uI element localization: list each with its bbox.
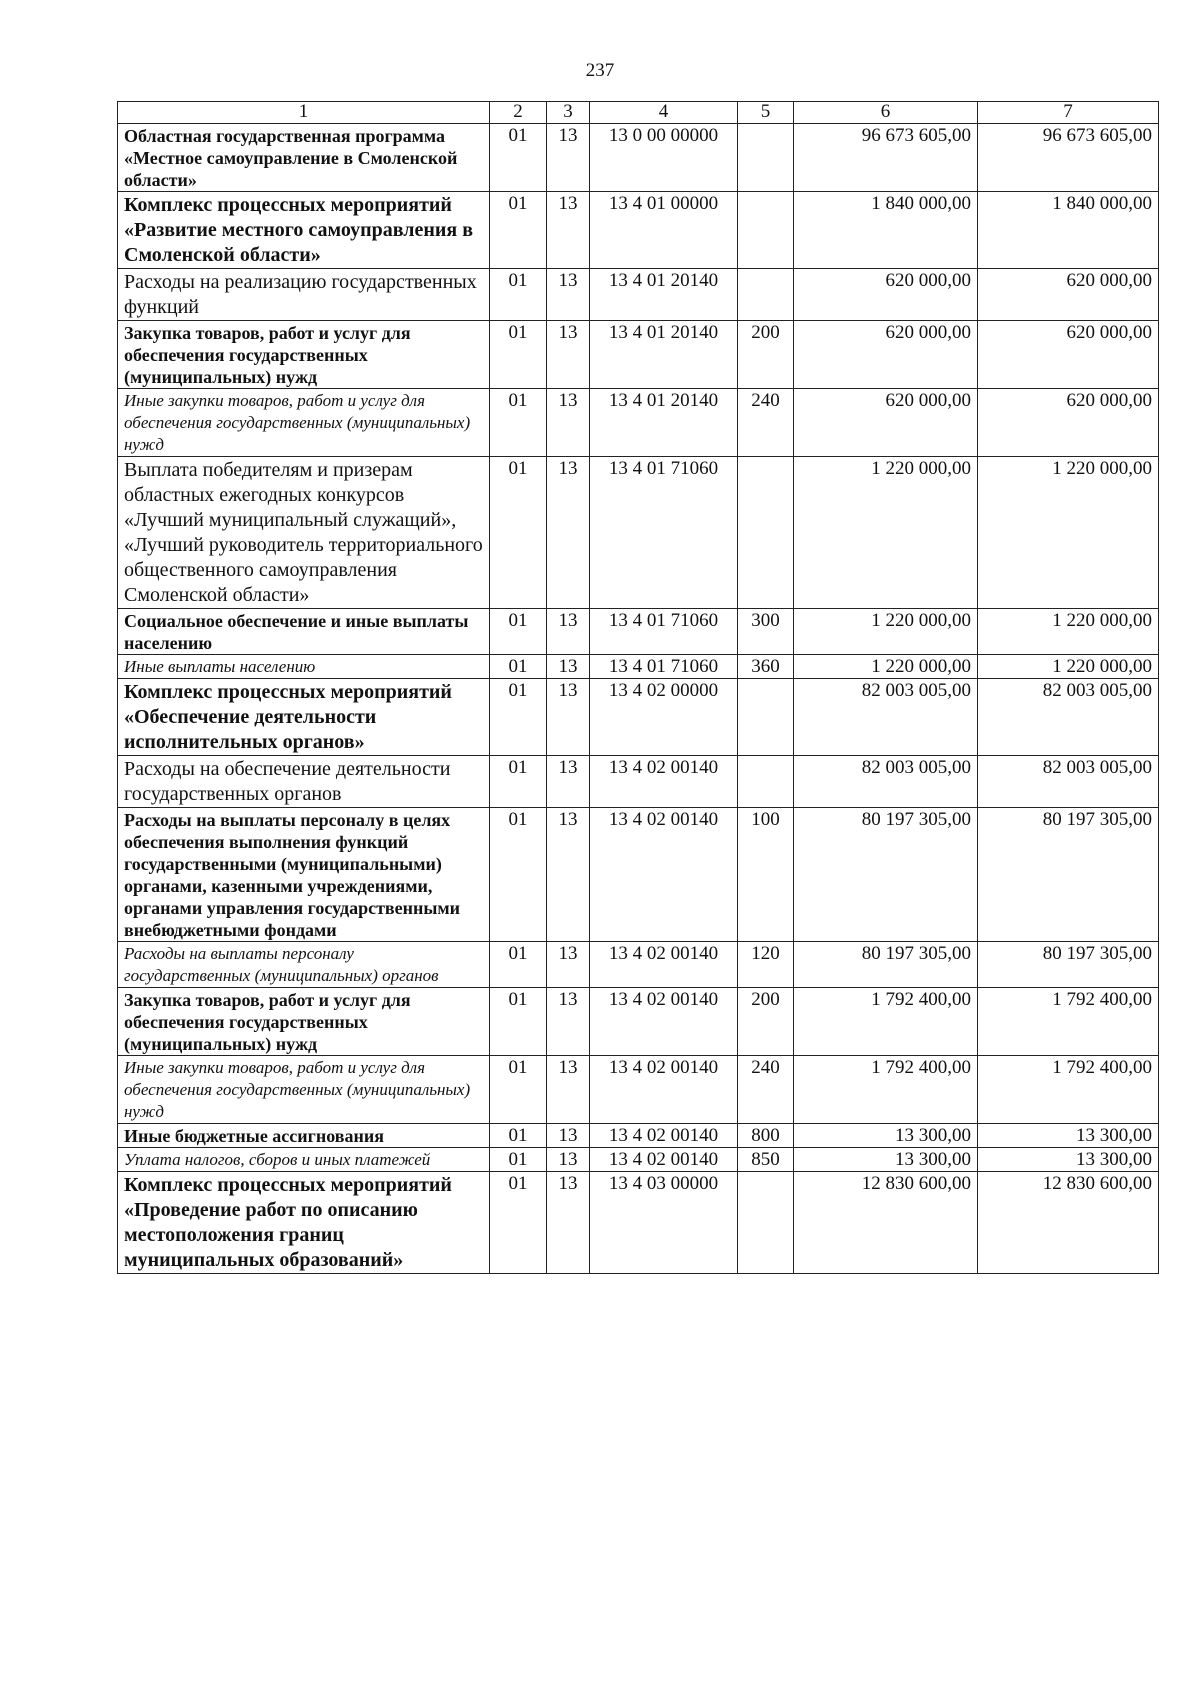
target-article-cell: 13 4 02 00000 (590, 679, 738, 756)
amount-col6-cell: 1 220 000,00 (794, 609, 978, 655)
table-row (118, 457, 1159, 609)
amount-col7-cell: 1 220 000,00 (978, 609, 1159, 655)
table-row (118, 756, 1159, 808)
table-row (118, 988, 1159, 1056)
amount-col7-cell: 1 840 000,00 (978, 192, 1159, 269)
expense-name-cell: Иные бюджетные ассигнования (118, 1124, 490, 1148)
table-row (118, 124, 1159, 192)
section-code-cell: 01 (490, 942, 547, 988)
expense-type-cell: 800 (738, 1124, 794, 1148)
expense-type-cell: 360 (738, 655, 794, 679)
table-row (118, 192, 1159, 269)
target-article-cell: 13 4 02 00140 (590, 1124, 738, 1148)
header-col-3: 3 (547, 102, 590, 124)
subsection-code-cell: 13 (547, 1172, 590, 1274)
expense-type-cell: 200 (738, 988, 794, 1056)
table-row (118, 321, 1159, 389)
expense-name-cell: Областная государственная программа «Местное самоуправление в Смоленской области» (118, 124, 490, 192)
expense-name-cell: Иные выплаты населению (118, 655, 490, 679)
budget-table (117, 101, 1159, 1274)
target-article-cell: 13 0 00 00000 (590, 124, 738, 192)
amount-col6-cell: 82 003 005,00 (794, 679, 978, 756)
expense-type-cell: 850 (738, 1148, 794, 1172)
table-row (118, 1172, 1159, 1274)
expense-name-cell: Комплекс процессных мероприятий «Обеспечение деятельности исполнительных органов» (118, 679, 490, 756)
expense-name-cell: Выплата победителям и призерам областных ежегодных конкурсов «Лучший муниципальный служащий», «Лучший руководитель территориального общественного самоуправления Смоленской области» (118, 457, 490, 609)
amount-col7-cell: 96 673 605,00 (978, 124, 1159, 192)
amount-col6-cell: 1 220 000,00 (794, 655, 978, 679)
amount-col6-cell: 12 830 600,00 (794, 1172, 978, 1274)
subsection-code-cell: 13 (547, 679, 590, 756)
expense-type-cell: 100 (738, 808, 794, 942)
target-article-cell: 13 4 02 00140 (590, 988, 738, 1056)
header-col-7: 7 (978, 102, 1159, 124)
section-code-cell: 01 (490, 192, 547, 269)
subsection-code-cell: 13 (547, 389, 590, 457)
target-article-cell: 13 4 02 00140 (590, 1148, 738, 1172)
amount-col7-cell: 13 300,00 (978, 1148, 1159, 1172)
amount-col7-cell: 1 792 400,00 (978, 1056, 1159, 1124)
section-code-cell: 01 (490, 124, 547, 192)
expense-type-cell: 240 (738, 389, 794, 457)
expense-type-cell (738, 679, 794, 756)
expense-name-cell: Комплекс процессных мероприятий «Развитие местного самоуправления в Смоленской области» (118, 192, 490, 269)
target-article-cell: 13 4 01 71060 (590, 609, 738, 655)
amount-col6-cell: 80 197 305,00 (794, 942, 978, 988)
amount-col7-cell: 620 000,00 (978, 321, 1159, 389)
subsection-code-cell: 13 (547, 756, 590, 808)
subsection-code-cell: 13 (547, 269, 590, 321)
section-code-cell: 01 (490, 321, 547, 389)
amount-col6-cell: 1 220 000,00 (794, 457, 978, 609)
expense-name-cell: Социальное обеспечение и иные выплаты населению (118, 609, 490, 655)
amount-col7-cell: 620 000,00 (978, 269, 1159, 321)
amount-col6-cell: 13 300,00 (794, 1148, 978, 1172)
target-article-cell: 13 4 02 00140 (590, 808, 738, 942)
subsection-code-cell: 13 (547, 124, 590, 192)
section-code-cell: 01 (490, 679, 547, 756)
table-row (118, 1124, 1159, 1148)
subsection-code-cell: 13 (547, 1056, 590, 1124)
table-row (118, 1148, 1159, 1172)
amount-col7-cell: 12 830 600,00 (978, 1172, 1159, 1274)
expense-type-cell (738, 269, 794, 321)
subsection-code-cell: 13 (547, 988, 590, 1056)
amount-col6-cell: 1 792 400,00 (794, 1056, 978, 1124)
header-col-1: 1 (118, 102, 490, 124)
section-code-cell: 01 (490, 808, 547, 942)
target-article-cell: 13 4 01 20140 (590, 321, 738, 389)
target-article-cell: 13 4 02 00140 (590, 942, 738, 988)
expense-name-cell: Комплекс процессных мероприятий «Проведение работ по описанию местоположения границ муниципальных образований» (118, 1172, 490, 1274)
expense-type-cell (738, 457, 794, 609)
subsection-code-cell: 13 (547, 321, 590, 389)
target-article-cell: 13 4 01 71060 (590, 655, 738, 679)
target-article-cell: 13 4 02 00140 (590, 1056, 738, 1124)
expense-type-cell: 300 (738, 609, 794, 655)
amount-col7-cell: 1 792 400,00 (978, 988, 1159, 1056)
table-row (118, 389, 1159, 457)
amount-col7-cell: 82 003 005,00 (978, 679, 1159, 756)
amount-col6-cell: 1 840 000,00 (794, 192, 978, 269)
amount-col6-cell: 1 792 400,00 (794, 988, 978, 1056)
expense-name-cell: Расходы на выплаты персоналу государственных (муниципальных) органов (118, 942, 490, 988)
section-code-cell: 01 (490, 756, 547, 808)
subsection-code-cell: 13 (547, 942, 590, 988)
amount-col6-cell: 620 000,00 (794, 269, 978, 321)
subsection-code-cell: 13 (547, 1148, 590, 1172)
target-article-cell: 13 4 01 20140 (590, 269, 738, 321)
expense-name-cell: Иные закупки товаров, работ и услуг для обеспечения государственных (муниципальных) нужд (118, 389, 490, 457)
section-code-cell: 01 (490, 1148, 547, 1172)
amount-col7-cell: 80 197 305,00 (978, 942, 1159, 988)
header-col-4: 4 (590, 102, 738, 124)
expense-name-cell: Расходы на выплаты персоналу в целях обеспечения выполнения функций государственными (муниципальными) органами, казенными учреждениями, органами управления государственными внебюджетными фондами (118, 808, 490, 942)
table-row (118, 808, 1159, 942)
expense-name-cell: Уплата налогов, сборов и иных платежей (118, 1148, 490, 1172)
table-row (118, 655, 1159, 679)
amount-col6-cell: 80 197 305,00 (794, 808, 978, 942)
expense-name-cell: Иные закупки товаров, работ и услуг для обеспечения государственных (муниципальных) нужд (118, 1056, 490, 1124)
section-code-cell: 01 (490, 1056, 547, 1124)
table-body (118, 124, 1159, 1274)
target-article-cell: 13 4 01 71060 (590, 457, 738, 609)
amount-col6-cell: 13 300,00 (794, 1124, 978, 1148)
section-code-cell: 01 (490, 988, 547, 1056)
amount-col6-cell: 82 003 005,00 (794, 756, 978, 808)
section-code-cell: 01 (490, 269, 547, 321)
amount-col6-cell: 620 000,00 (794, 389, 978, 457)
amount-col7-cell: 1 220 000,00 (978, 655, 1159, 679)
expense-type-cell (738, 756, 794, 808)
target-article-cell: 13 4 03 00000 (590, 1172, 738, 1274)
target-article-cell: 13 4 01 20140 (590, 389, 738, 457)
expense-type-cell: 120 (738, 942, 794, 988)
expense-type-cell: 200 (738, 321, 794, 389)
amount-col7-cell: 13 300,00 (978, 1124, 1159, 1148)
subsection-code-cell: 13 (547, 192, 590, 269)
amount-col6-cell: 96 673 605,00 (794, 124, 978, 192)
amount-col7-cell: 82 003 005,00 (978, 756, 1159, 808)
expense-type-cell (738, 192, 794, 269)
target-article-cell: 13 4 02 00140 (590, 756, 738, 808)
subsection-code-cell: 13 (547, 1124, 590, 1148)
table-row (118, 609, 1159, 655)
subsection-code-cell: 13 (547, 808, 590, 942)
page-number: 237 (585, 60, 615, 81)
amount-col7-cell: 620 000,00 (978, 389, 1159, 457)
table-row (118, 679, 1159, 756)
section-code-cell: 01 (490, 389, 547, 457)
expense-name-cell: Закупка товаров, работ и услуг для обеспечения государственных (муниципальных) нужд (118, 988, 490, 1056)
amount-col7-cell: 1 220 000,00 (978, 457, 1159, 609)
header-col-2: 2 (490, 102, 547, 124)
table-row (118, 1056, 1159, 1124)
expense-type-cell (738, 1172, 794, 1274)
section-code-cell: 01 (490, 655, 547, 679)
subsection-code-cell: 13 (547, 655, 590, 679)
amount-col6-cell: 620 000,00 (794, 321, 978, 389)
expense-name-cell: Расходы на реализацию государственных функций (118, 269, 490, 321)
section-code-cell: 01 (490, 609, 547, 655)
expense-type-cell (738, 124, 794, 192)
expense-name-cell: Расходы на обеспечение деятельности государственных органов (118, 756, 490, 808)
section-code-cell: 01 (490, 457, 547, 609)
expense-name-cell: Закупка товаров, работ и услуг для обеспечения государственных (муниципальных) нужд (118, 321, 490, 389)
table-row (118, 942, 1159, 988)
section-code-cell: 01 (490, 1124, 547, 1148)
subsection-code-cell: 13 (547, 609, 590, 655)
expense-type-cell: 240 (738, 1056, 794, 1124)
header-col-5: 5 (738, 102, 794, 124)
header-col-6: 6 (794, 102, 978, 124)
amount-col7-cell: 80 197 305,00 (978, 808, 1159, 942)
target-article-cell: 13 4 01 00000 (590, 192, 738, 269)
subsection-code-cell: 13 (547, 457, 590, 609)
header-row (118, 102, 1159, 124)
table-row (118, 269, 1159, 321)
section-code-cell: 01 (490, 1172, 547, 1274)
